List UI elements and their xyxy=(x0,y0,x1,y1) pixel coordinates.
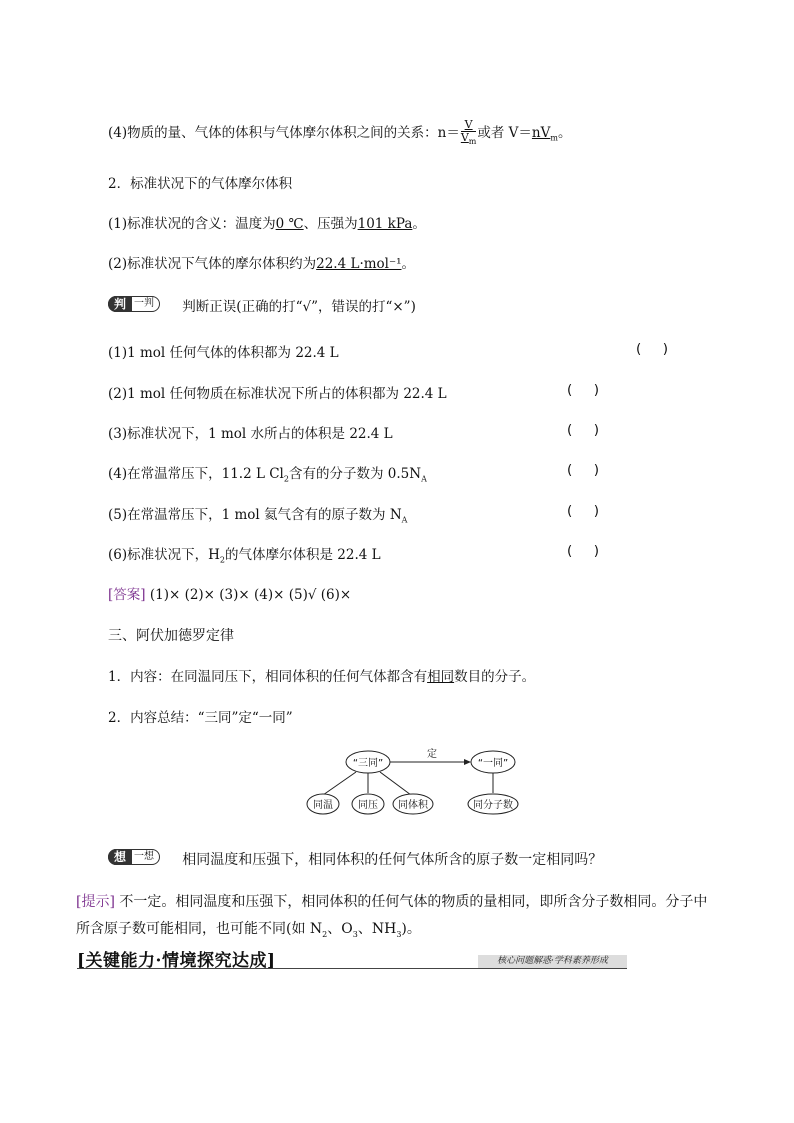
determines-label: 定 xyxy=(427,749,437,760)
avogadro-diagram xyxy=(304,743,534,823)
judge-item-4: (4)在常温常压下，11.2 L $Cl_2$含有的分子数为 $0.5N_A$ xyxy=(108,466,427,484)
judge-item-5-paren: ( ) xyxy=(567,503,599,519)
relation-prefix: (4)物质的量、气体的体积与气体摩尔体积之间的关系：n＝ xyxy=(108,125,460,142)
standard-conditions-line: (1)标准状况的含义：温度为0 ℃、压强为101 kPa。 xyxy=(108,216,426,232)
molar-volume-line: (2)标准状况下气体的摩尔体积约为22.4 L·mol⁻¹。 xyxy=(108,256,416,272)
relation-end: 。 xyxy=(557,125,572,142)
judge-item-6-paren: ( ) xyxy=(567,543,599,559)
arrow-head-icon xyxy=(464,759,471,765)
judge-item-6: (6)标准状况下，$H_2$的气体摩尔体积是 22.4 L xyxy=(108,547,381,565)
judge-header xyxy=(108,296,416,318)
judge-badge-tail: 一判 xyxy=(134,298,154,309)
judge-item-2: (2)1 mol 任何物质在标准状况下所占的体积都为 22.4 L xyxy=(108,386,447,402)
section-divider xyxy=(77,968,627,969)
judge-item-2-paren: ( ) xyxy=(567,382,599,398)
hint-line-1: [提示] 不一定。相同温度和压强下，相同体积的任何气体的物质的量相同，即所含分子数相同。分子中 xyxy=(76,894,708,910)
temperature-answer: 0 ℃ xyxy=(275,216,304,232)
same-molecule-count-text: 同分子数 xyxy=(473,800,513,811)
judge-item-1-paren: ( ) xyxy=(636,341,668,357)
think-question: 相同温度和压强下，相同体积的任何气体所含的原子数一定相同吗？ xyxy=(182,852,603,868)
same-pressure-text: 同压 xyxy=(358,800,378,811)
same-temperature-text: 同温 xyxy=(313,800,333,811)
judge-instruction: 判断正误(正确的打“√”，错误的打“×”) xyxy=(182,299,416,315)
judge-item-5: (5)在常温常压下，1 mol 氦气含有的原子数为 $N_A$ xyxy=(108,507,408,525)
think-badge-tail: 一想 xyxy=(134,851,154,862)
judge-item-3: (3)标准状况下，1 mol 水所占的体积是 22.4 L xyxy=(108,426,393,442)
judge-badge xyxy=(108,296,160,314)
answer-label: [答案] xyxy=(108,587,146,603)
same-answer: 相同 xyxy=(427,669,455,685)
judge-item-3-paren: ( ) xyxy=(567,422,599,438)
molar-volume-answer: 22.4 L·mol⁻¹ xyxy=(316,256,402,272)
v-over-vm-fraction xyxy=(461,119,477,148)
section-subtitle: 核心问题解惑·学科素养形成 xyxy=(478,955,627,968)
avogadro-summary-line: 2．内容总结：“三同”定“一同” xyxy=(108,710,293,726)
key-ability-section-title: [关键能力·情境探究达成] xyxy=(77,951,276,971)
think-badge xyxy=(108,849,160,867)
hint-label: [提示] xyxy=(76,894,115,910)
same-volume-text: 同体积 xyxy=(398,800,428,811)
answer-text: (1)× (2)× (3)× (4)× (5)√ (6)× xyxy=(145,587,352,603)
fraction-numerator: V xyxy=(461,119,477,132)
think-badge-lead: 想 xyxy=(108,849,132,865)
standard-molar-volume-title: 2．标准状况下的气体摩尔体积 xyxy=(108,176,293,192)
think-header xyxy=(108,849,602,872)
fraction-denominator: $V_m$ xyxy=(460,131,477,147)
hint-line-2: 所含原子数可能相同，也可能不同(如 $N_2$、$O_3$、$NH_3$)。 xyxy=(76,921,421,939)
avogadro-law-title: 三、阿伏加德罗定律 xyxy=(108,628,234,644)
pressure-answer: 101 kPa xyxy=(357,216,413,232)
one-same-text: “一同” xyxy=(477,758,509,769)
avogadro-content-line: 1．内容：在同温同压下，相同体积的任何气体都含有相同数目的分子。 xyxy=(108,669,536,685)
answer-line xyxy=(108,583,351,603)
three-same-text: “三同” xyxy=(352,758,384,769)
judge-item-4-paren: ( ) xyxy=(567,462,599,478)
relation-line xyxy=(108,119,571,148)
relation-answer: $nV_m$ xyxy=(531,125,558,143)
relation-mid: 或者 V＝ xyxy=(477,125,532,142)
judge-item-1: (1)1 mol 任何气体的体积都为 22.4 L xyxy=(108,345,339,361)
judge-badge-lead: 判 xyxy=(108,296,132,312)
